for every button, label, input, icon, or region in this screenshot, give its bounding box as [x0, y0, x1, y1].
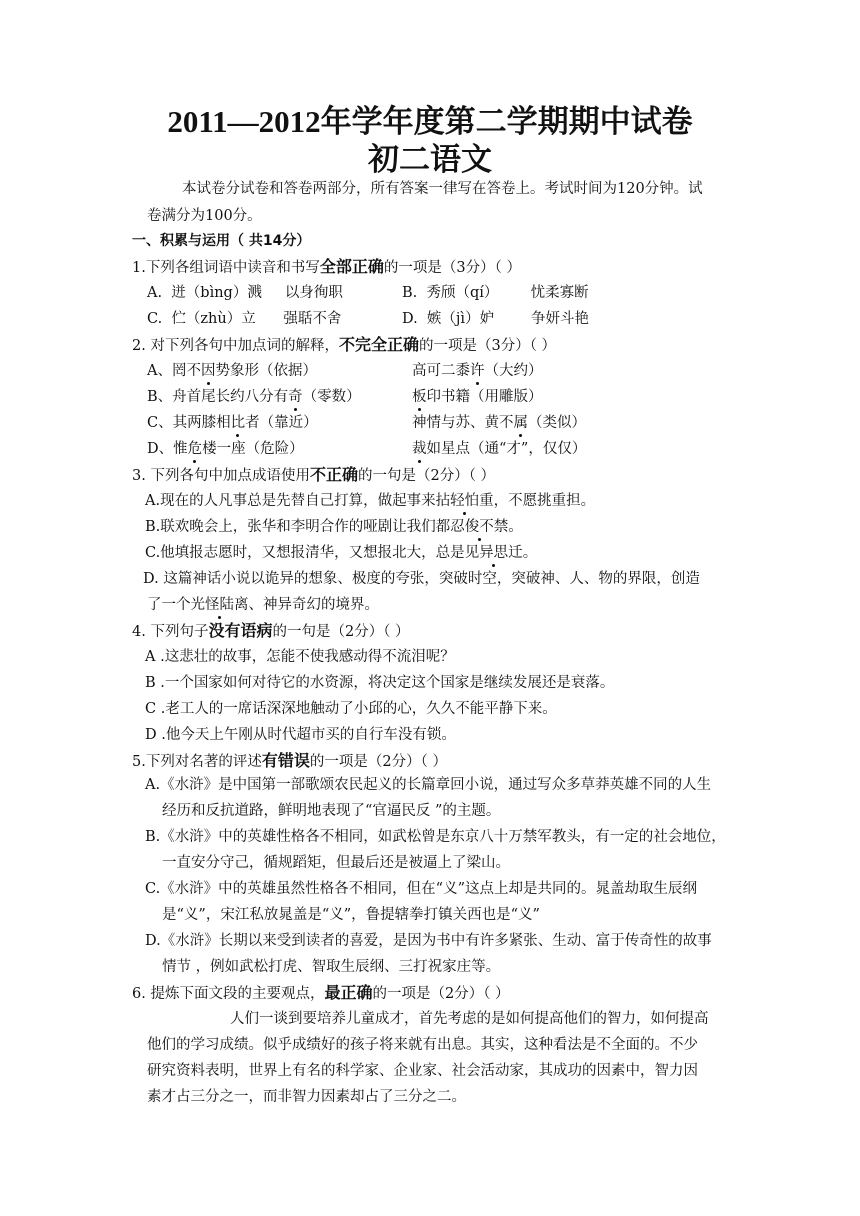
exam-title: 2011—2012年学年度第二学期期中试卷	[167, 104, 693, 139]
stem-emphasis: 不完全正确	[338, 335, 419, 354]
q1-option-c: C. 伫（zhù）立 强聒不舍	[147, 311, 342, 327]
stem-emphasis: 没有语病	[208, 621, 273, 640]
q3-option-d-line1: D. 这篇神话小说以诡异的想象、极度的夸张，突破时空，突破神、人、物的界限，创造	[143, 571, 700, 587]
q5-option-d-line1: D.《水浒》长期以来受到读者的喜爱，是因为书中有许多紧张、生动、富于传奇性的故事	[145, 933, 712, 949]
stem-text: 的一句是（2分）（ ）	[357, 468, 496, 484]
option-text: C、其两膝相	[147, 415, 231, 431]
q2-option-b	[147, 386, 361, 408]
option-text: 印书籍（用雕版）	[426, 389, 543, 405]
stem-text: 的一项是（2分）（ ）	[372, 986, 510, 1002]
q5-option-b-line1: B.《水浒》中的英雄性格各不相同，如武松曾是东京八十万禁军教头，有一定的社会地位，	[145, 829, 726, 845]
stem-emphasis: 全部正确	[319, 257, 384, 276]
question-6-stem	[132, 982, 510, 1005]
q3-option-a	[145, 490, 595, 512]
option-text: 如星点（通“才”，仅仅）	[426, 441, 587, 457]
q2-option-b2	[412, 386, 543, 408]
stem-text: 的一项是（3分）（ ）	[383, 260, 521, 276]
q6-passage-line2: 他们的学习成绩。似乎成绩好的孩子将来就有出息。其实，这种看法是不全面的。不少	[147, 1037, 698, 1053]
q3-option-b	[145, 516, 523, 538]
dotted-word: 许	[470, 360, 485, 382]
dotted-idiom: 光怪陆离	[191, 594, 249, 616]
q1-option-b: B. 秀颀（qí） 忧柔寡断	[402, 285, 589, 301]
q2-option-d2	[412, 438, 586, 460]
option-text: C.他填报志愿时，又想报清华，又想报北大，总是	[145, 545, 465, 561]
option-text: （零数）	[302, 389, 361, 405]
stem-text: 的一句是（2分）（ ）	[272, 624, 410, 640]
stem-text: 4. 下列句子	[132, 624, 209, 640]
stem-emphasis: 有错误	[261, 751, 310, 770]
q5-option-b-line2: 一直安分守己，循规蹈矩，但最后还是被逼上了梁山。	[162, 855, 510, 871]
dotted-idiom: 忍俊不禁	[450, 516, 508, 538]
question-3-stem	[132, 464, 495, 487]
stem-text: 6. 提炼下面文段的主要观点，	[132, 986, 325, 1002]
dotted-word: 板	[412, 386, 427, 408]
option-text: 楼一座（危险）	[202, 441, 304, 457]
q5-option-c-line1: C.《水浒》中的英雄虽然性格各不相同，但在“义”这点上却是共同的。晁盖劫取生辰纲	[145, 881, 698, 897]
option-text: A.现在的人凡事总是先替自己打算，做起事来	[145, 493, 436, 509]
option-text: ，不愿挑重担。	[493, 493, 596, 509]
option-text: 、神异奇幻的境界。	[248, 597, 379, 613]
q3-option-c	[145, 542, 537, 564]
stem-emphasis: 不正确	[309, 465, 358, 484]
question-5-stem	[132, 750, 447, 773]
q6-passage-line4: 素才占三分之一，而非智力因素却占了三分之二。	[147, 1089, 466, 1105]
q4-option-b: B .一个国家如何对待它的水资源，将决定这个国家是继续发展还是衰落。	[145, 675, 615, 691]
q4-option-d: D .他今天上午刚从时代超市买的自行车没有锁。	[145, 727, 456, 743]
q3-option-d-line2	[147, 594, 379, 616]
q2-option-c	[147, 412, 318, 434]
q6-passage-line3: 研究资料表明，世界上有名的科学家、企业家、社会活动家，其成功的因素中，智力因	[147, 1063, 698, 1079]
option-text: 高可二黍	[412, 363, 470, 379]
option-text: D、惟	[147, 441, 188, 457]
stem-text: 的一项是（2分）（ ）	[309, 754, 447, 770]
q6-passage-line1: 人们一谈到要培养儿童成才，首先考虑的是如何提高他们的智力，如何提高	[230, 1011, 709, 1027]
question-4-stem	[132, 620, 410, 643]
stem-text: 3. 下列各句中加点成语使用	[132, 468, 310, 484]
q5-option-a-line1: A.《水浒》是中国第一部歌颂农民起义的长篇章回小说，通过写众多草莽英雄不同的人生	[145, 777, 712, 793]
q2-option-a2	[412, 360, 543, 382]
option-text: 神情与苏、黄不	[412, 415, 514, 431]
dotted-idiom: 拈轻怕重	[436, 490, 494, 512]
dotted-word: 危	[188, 438, 203, 460]
option-text: 者（靠近）	[245, 415, 318, 431]
q4-option-a: A .这悲壮的故事，怎能不使我感动得不流泪呢？	[145, 649, 455, 665]
dotted-idiom: 见异思迁	[465, 542, 523, 564]
option-text: A、罔不	[147, 363, 201, 379]
q2-option-c2	[412, 412, 586, 434]
stem-text: 5.下列对名著的评述	[132, 754, 262, 770]
option-text: 了一个	[147, 597, 191, 613]
exam-subject: 初二语文	[368, 142, 492, 177]
intro-line-1: 本试卷分试卷和答卷两部分，所有答案一律写在答卷上。考试时间为120分钟。试	[182, 181, 703, 197]
dotted-word: 因	[201, 360, 216, 382]
option-text: （大约）	[484, 363, 543, 379]
stem-text: 2. 对下列各句中加点词的解释，	[132, 338, 339, 354]
q5-option-d-line2: 情节 ，例如武松打虎、智取生辰纲、三打祝家庄等。	[162, 959, 501, 975]
option-text: 。	[508, 519, 523, 535]
q5-option-c-line2: 是“义”，宋江私放晁盖是“义”，鲁提辖拳打镇关西也是“义”	[162, 907, 540, 923]
option-text: B.联欢晚会上，张华和李明合作的哑剧让我们都	[145, 519, 451, 535]
question-2-stem	[132, 334, 556, 357]
option-text: B、舟首尾长约八分有	[147, 389, 289, 405]
q1-option-a: A. 迸（bìng）溅 以身徇职	[147, 285, 343, 301]
q2-option-d	[147, 438, 304, 460]
option-text: （类似）	[528, 415, 586, 431]
option-text: 。	[522, 545, 538, 561]
q2-option-a	[147, 360, 317, 382]
dotted-word: 裁	[412, 438, 427, 460]
intro-line-2: 卷满分为100分。	[147, 208, 262, 224]
stem-emphasis: 最正确	[324, 983, 373, 1002]
stem-text: 的一项是（3分）（ ）	[418, 338, 557, 354]
dotted-word: 比	[231, 412, 246, 434]
section-heading: 一、积累与运用（ 共14分）	[132, 233, 311, 249]
q5-option-a-line2: 经历和反抗道路，鲜明地表现了“官逼民反 ”的主题。	[162, 803, 501, 819]
option-text: 势象形（依据）	[215, 363, 317, 379]
stem-text: 1.下列各组词语中读音和书写	[132, 260, 320, 276]
dotted-word: 奇	[288, 386, 303, 408]
dotted-word: 属	[514, 412, 529, 434]
question-1-stem	[132, 256, 521, 279]
q1-option-d: D. 嫉（jì）妒 争妍斗艳	[402, 311, 589, 327]
q4-option-c: C .老工人的一席话深深地触动了小邱的心，久久不能平静下来。	[145, 701, 557, 717]
